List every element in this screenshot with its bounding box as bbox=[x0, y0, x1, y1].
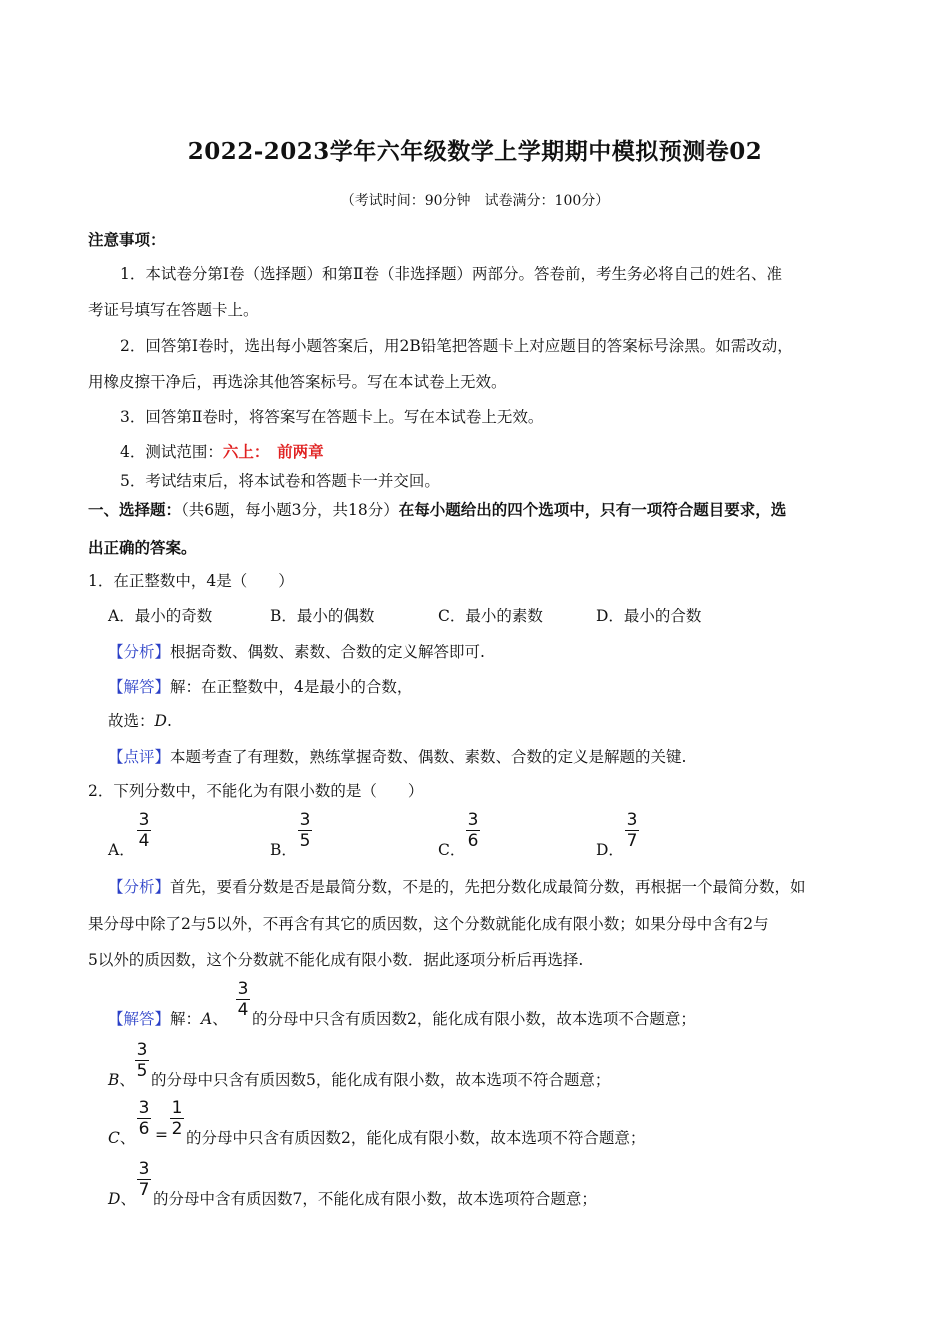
q2-solution-a: 【解答】解：A、 bbox=[108, 1010, 228, 1028]
q2-solution-c-fraction: 3 6 bbox=[138, 1098, 150, 1139]
q2-analysis-line1: 首先，要看分数是否是最简分数，不是的，先把分数化成最简分数，再根据一个最简分数，如 bbox=[170, 878, 806, 896]
q1-analysis bbox=[108, 640, 485, 662]
analysis-tag: 【分析】 bbox=[108, 878, 171, 896]
solution-tag: 【解答】 bbox=[108, 678, 171, 696]
q2-solution-d-letter: D、 bbox=[108, 1190, 136, 1208]
q2-stem: 2．下列分数中，不能化为有限小数的是（ ） bbox=[88, 782, 424, 800]
q2-solution-c-text: 的分母中只含有质因数2，能化成有限小数，故本选项不符合题意； bbox=[186, 1129, 646, 1147]
q1-solution bbox=[108, 675, 412, 697]
q1-choice-prefix: 故选： bbox=[108, 712, 155, 730]
q1-analysis-text: 根据奇数、偶数、素数、合数的定义解答即可. bbox=[170, 643, 485, 661]
note-2-line1: 2．回答第Ⅰ卷时，选出每小题答案后，用2B铅笔把答题卡上对应题目的答案标号涂黑。如需改动， bbox=[120, 337, 793, 355]
note-4-prefix: 4．测试范围： bbox=[120, 443, 223, 461]
q2-analysis bbox=[108, 875, 806, 897]
q2-option-c-fraction: 3 6 bbox=[467, 810, 479, 851]
q2-solution-a-fraction: 3 4 bbox=[237, 979, 249, 1020]
section-1-label: 一、选择题： bbox=[88, 501, 182, 519]
q1-solution-text: 解：在正整数中，4是最小的合数， bbox=[170, 678, 413, 696]
q1-choice-suffix: . bbox=[166, 712, 172, 730]
q2-option-c-label: C． bbox=[438, 841, 466, 859]
note-1-line1: 1．本试卷分第Ⅰ卷（选择题）和第Ⅱ卷（非选择题）两部分。答卷前，考生务必将自己的姓名、准 bbox=[120, 265, 783, 283]
q2-solution-d-fraction: 3 7 bbox=[138, 1159, 150, 1200]
q2-option-a-label: A． bbox=[108, 841, 135, 859]
q2-solution-c-half: 1 2 bbox=[171, 1098, 183, 1139]
q2-solution-b-letter: B、 bbox=[108, 1071, 135, 1089]
q1-choice-letter: D bbox=[154, 712, 167, 730]
section-1-instruction-2: 出正确的答案。 bbox=[88, 539, 197, 557]
exam-info: （考试时间：90分钟 试卷满分：100分） bbox=[340, 193, 610, 209]
q1-option-a: A．最小的奇数 bbox=[108, 607, 213, 625]
q1-option-d: D．最小的合数 bbox=[596, 607, 702, 625]
q2-option-d-label: D． bbox=[596, 841, 624, 859]
q1-option-c: C．最小的素数 bbox=[438, 607, 543, 625]
q2-analysis-line3: 5以外的质因数，这个分数就不能化成有限小数．据此逐项分析后再选择. bbox=[88, 951, 584, 969]
note-3: 3．回答第Ⅱ卷时，将答案写在答题卡上。写在本试卷上无效。 bbox=[120, 408, 544, 426]
q2-solution-b-fraction: 3 5 bbox=[136, 1040, 148, 1081]
q1-comment-text: 本题考查了有理数，熟练掌握奇数、偶数、素数、合数的定义是解题的关键. bbox=[170, 748, 687, 766]
section-1-header bbox=[88, 498, 786, 520]
notes-heading: 注意事项： bbox=[88, 231, 166, 249]
q2-solution-a-text: 的分母中只含有质因数2，能化成有限小数，故本选项不合题意； bbox=[252, 1010, 696, 1028]
test-range: 六上： 前两章 bbox=[222, 443, 324, 461]
q2-solution-b-text: 的分母中只含有质因数5，能化成有限小数，故本选项不符合题意； bbox=[151, 1071, 611, 1089]
q2-option-b-label: B． bbox=[270, 841, 297, 859]
q2-solution-d-text: 的分母中含有质因数7，不能化成有限小数，故本选项符合题意； bbox=[153, 1190, 597, 1208]
q1-option-b: B．最小的偶数 bbox=[270, 607, 375, 625]
q2-analysis-line2: 果分母中除了2与5以外，不再含有其它的质因数，这个分数就能化成有限小数；如果分母中含有2与 bbox=[88, 915, 769, 933]
q1-choice bbox=[108, 709, 172, 731]
q2-option-a-fraction: 3 4 bbox=[138, 810, 150, 851]
note-1-line2: 考证号填写在答题卡上。 bbox=[88, 301, 259, 319]
q2-option-b-fraction: 3 5 bbox=[299, 810, 311, 851]
q1-comment bbox=[108, 745, 686, 767]
section-1-instruction: 在每小题给出的四个选项中，只有一项符合题目要求，选 bbox=[398, 501, 787, 519]
note-4 bbox=[120, 440, 324, 462]
comment-tag: 【点评】 bbox=[108, 748, 171, 766]
note-2-line2: 用橡皮擦干净后，再选涂其他答案标号。写在本试卷上无效。 bbox=[88, 373, 507, 391]
q2-solution-c-equals: = bbox=[155, 1126, 168, 1144]
q2-option-d-fraction: 3 7 bbox=[626, 810, 638, 851]
q1-stem: 1．在正整数中，4是（ ） bbox=[88, 572, 294, 590]
q2-solution-c-letter: C、 bbox=[108, 1129, 136, 1147]
analysis-tag: 【分析】 bbox=[108, 643, 171, 661]
section-1-info: （共6题，每小题3分，共18分） bbox=[181, 501, 399, 519]
page-title: 2022-2023学年六年级数学上学期期中模拟预测卷02 bbox=[187, 138, 763, 165]
solution-tag: 【解答】 bbox=[108, 1010, 171, 1028]
note-5: 5．考试结束后，将本试卷和答题卡一并交回。 bbox=[120, 472, 440, 490]
